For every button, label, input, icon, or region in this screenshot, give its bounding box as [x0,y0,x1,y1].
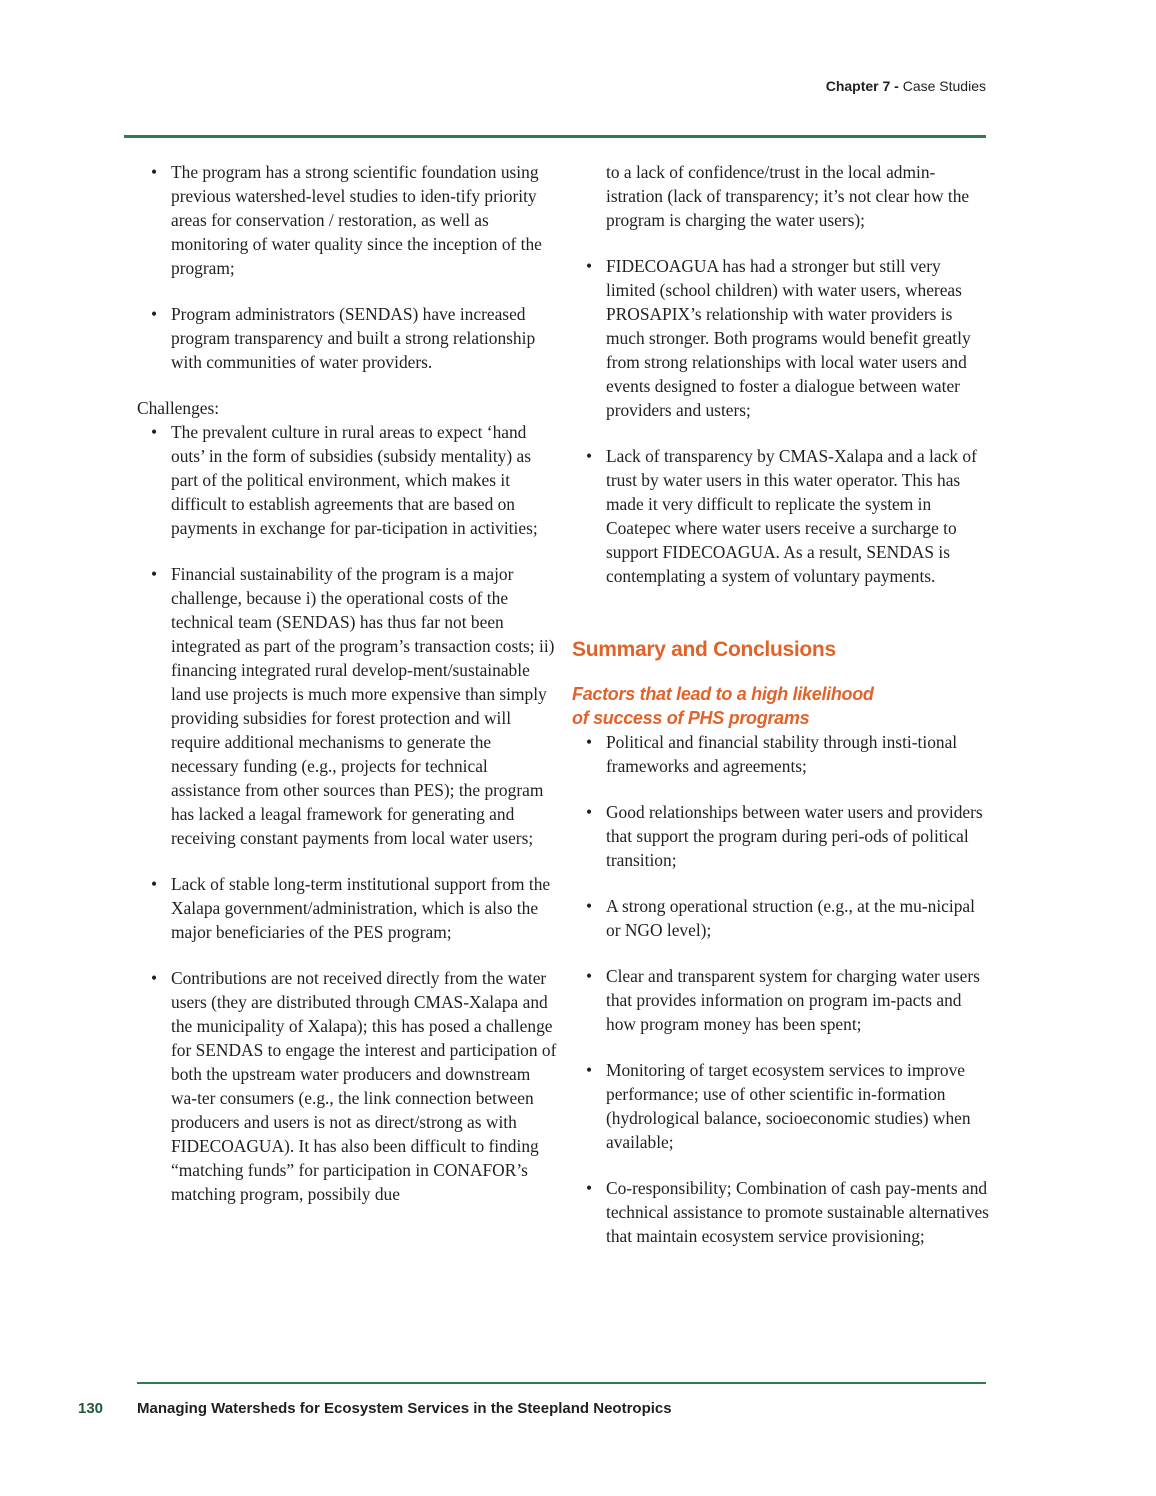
challenges-list [137,420,557,1206]
left-column [137,160,557,1228]
bottom-rule [137,1382,986,1384]
list-item: • A strong operational struction (e.g., at the mu-nicipal or NGO level); [572,894,992,942]
list-item: • FIDECOAGUA has had a stronger but still very limited (school children) with water users, whereas PROSAPIX’s relationship with water providers is much stronger. Both programs would benefit greatly from strong relationships with local water users and events designed to foster a dialogue between water providers and usters; [572,254,992,422]
list-item: • The prevalent culture in rural areas to expect ‘hand outs’ in the form of subsidies (subsidy mentality) as part of the political environment, which makes it difficult to establish agreements that are based on payments in exchange for par-ticipation in activities; [137,420,557,540]
list-item: • Program administrators (SENDAS) have increased program transparency and built a strong relationship with communities of water providers. [137,302,557,374]
challenges-label: Challenges: [137,398,220,418]
subsection-title [572,682,992,730]
chapter-section: Case Studies [902,78,986,94]
continued-paragraph: to a lack of confidence/trust in the local admin-istration (lack of transparency; it’s not clear how the program is charging the water users); [606,162,970,230]
list-item: • The program has a strong scientific foundation using previous watershed-level studies to iden-tify priority areas for conservation / restoration, as well as monitoring of water quality since the inception of the program; [137,160,557,280]
top-rule [124,135,986,138]
strengths-list [137,160,557,374]
page-number: 130 [78,1400,104,1417]
list-item: • Monitoring of target ecosystem services to improve performance; use of other scientific in-formation (hydrological balance, socioeconomic studies) when available; [572,1058,992,1154]
factors-list [572,730,992,1248]
right-column [572,160,992,1270]
section-title: Summary and Conclusions [572,638,836,661]
list-item: • Co-responsibility; Combination of cash pay-ments and technical assistance to promote sustainable alternatives that maintain ecosystem service provisioning; [572,1176,992,1248]
list-item: • Political and financial stability through insti-tional frameworks and agreements; [572,730,992,778]
list-item: • Good relationships between water users and providers that support the program during peri-ods of political transition; [572,800,992,872]
list-item: • Lack of transparency by CMAS-Xalapa and a lack of trust by water users in this water operator. This has made it very difficult to replicate the system in Coatepec where water users receive a surcharge to support FIDECOAGUA. As a result, SENDAS is contemplating a system of voluntary payments. [572,444,992,588]
list-item: • Lack of stable long-term institutional support from the Xalapa government/administration, which is also the major beneficiaries of the PES program; [137,872,557,944]
book-title: Managing Watersheds for Ecosystem Services in the Steepland Neotropics [137,1400,672,1417]
challenges-list-continued [572,254,992,588]
list-item: • Clear and transparent system for charging water users that provides information on program im-pacts and how program money has been spent; [572,964,992,1036]
list-item: • Financial sustainability of the program is a major challenge, because i) the operational costs of the technical team (SENDAS) has thus far not been integrated as part of the program’s transaction costs; ii) financing integrated rural develop-ment/sustainable land use projects is much more expensive than simply providing subsidies for forest protection and will require additional mechanisms to generate the necessary funding (e.g., projects for technical assistance from other sources than PES); the program has lacked a leagal framework for generating and receiving constant payments from local water users; [137,562,557,850]
running-head [826,78,986,94]
subsection-title-line1: Factors that lead to a high likelihood [572,684,874,704]
list-item: • Contributions are not received directly from the water users (they are distributed through CMAS-Xalapa and the municipality of Xalapa); this has posed a challenge for SENDAS to engage the interest and participation of both the upstream water producers and downstream wa-ter consumers (e.g., the link connection between producers and users is not as direct/strong as with FIDECOAGUA). It has also been difficult to finding “matching funds” for participation in CONAFOR’s matching program, possibily due [137,966,557,1206]
subsection-title-line2: of success of PHS programs [572,708,810,728]
chapter-label: Chapter 7 - [825,78,903,94]
